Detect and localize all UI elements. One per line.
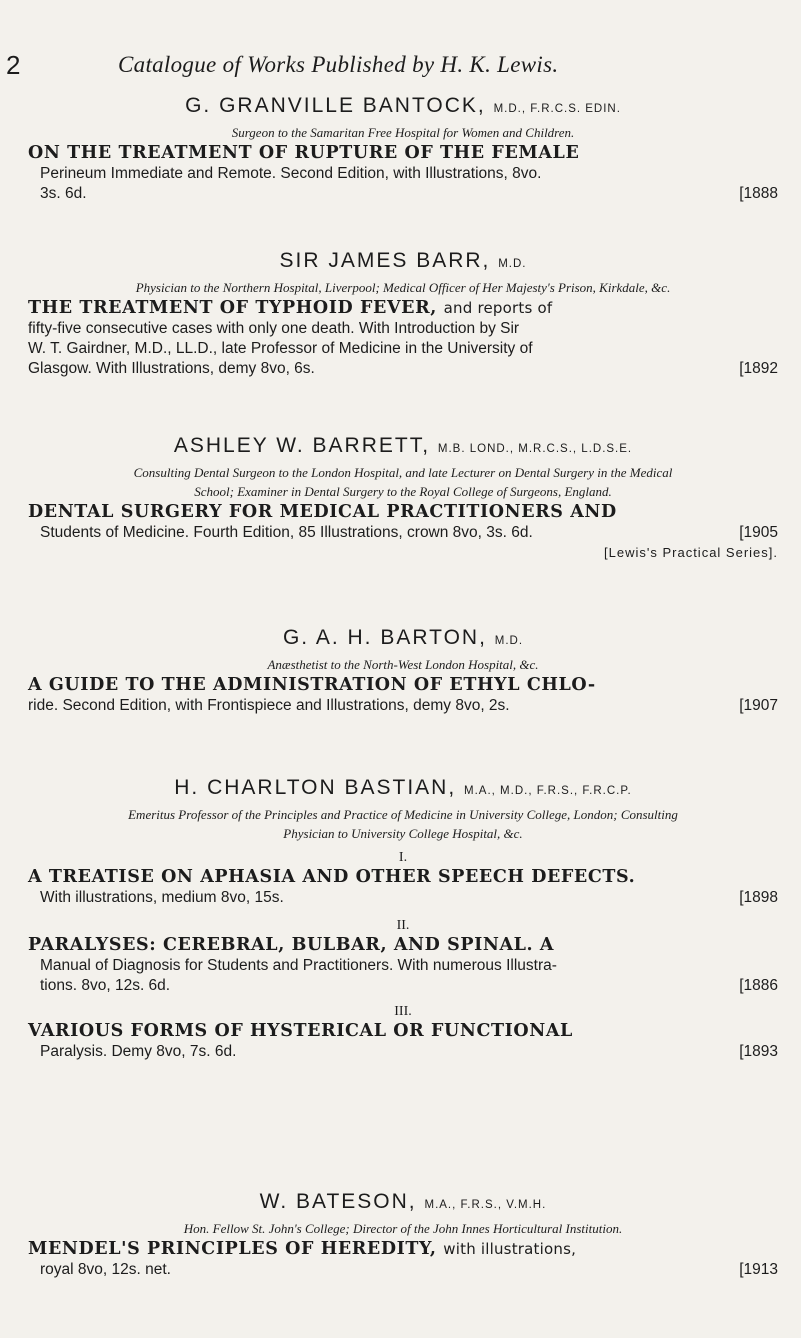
publication-year: [1905 bbox=[739, 524, 778, 541]
author-description: Physician to University College Hospital, &c. bbox=[283, 826, 523, 841]
author-degrees: M.B. LOND., M.R.C.S., L.D.S.E. bbox=[437, 443, 633, 455]
author-name: W. BATESON, M.A., F.R.S., V.M.H. bbox=[259, 1190, 547, 1213]
book-title: ON THE TREATMENT OF RUPTURE OF THE FEMALE bbox=[28, 143, 580, 163]
publication-year: [1888 bbox=[739, 185, 778, 202]
author-description: Physician to the Northern Hospital, Liverpool; Medical Officer of Her Majesty's Prison, Kirkdale, &c. bbox=[135, 280, 671, 295]
author-description: Surgeon to the Samaritan Free Hospital for Women and Children. bbox=[231, 125, 575, 140]
book-details: W. T. Gairdner, M.D., LL.D., late Professor of Medicine in the University of bbox=[28, 340, 533, 357]
author-degrees: M.A., M.D., F.R.S., F.R.C.P. bbox=[464, 785, 632, 797]
author-degrees: M.D. bbox=[498, 258, 527, 270]
author-description: Emeritus Professor of the Principles and Practice of Medicine in University College, London; Consulting bbox=[128, 807, 678, 822]
work-numeral: I. bbox=[398, 850, 408, 865]
work-numeral: II. bbox=[396, 918, 410, 933]
author-name: SIR JAMES BARR, M.D. bbox=[279, 249, 527, 272]
entry-bantock bbox=[28, 92, 778, 204]
entry-barton bbox=[28, 624, 778, 716]
entry-bateson bbox=[28, 1188, 778, 1280]
author-description: Anæsthetist to the North-West London Hospital, &c. bbox=[267, 657, 539, 672]
book-title-tail: with illustrations, bbox=[443, 1240, 577, 1258]
publication-year: [1898 bbox=[739, 889, 778, 906]
publication-year: [1893 bbox=[739, 1043, 778, 1060]
page-title: Catalogue of Works Published by H. K. Lewis. bbox=[118, 52, 559, 77]
running-head bbox=[0, 50, 801, 80]
publication-year: [1886 bbox=[739, 977, 778, 994]
series-name: [Lewis's Practical Series]. bbox=[604, 545, 778, 560]
author-name: G. A. H. BARTON, M.D. bbox=[282, 626, 524, 649]
book-details: Students of Medicine. Fourth Edition, 85 Illustrations, crown 8vo, 3s. 6d. [1905 bbox=[40, 524, 778, 541]
author-description: School; Examiner in Dental Surgery to the Royal College of Surgeons, England. bbox=[194, 484, 612, 499]
book-details: Glasgow. With Illustrations, demy 8vo, 6s. [1892 bbox=[28, 360, 778, 377]
book-details: tions. 8vo, 12s. 6d. [1886 bbox=[40, 977, 778, 994]
publication-year: [1913 bbox=[739, 1261, 778, 1278]
author-name: G. GRANVILLE BANTOCK, M.D., F.R.C.S. EDIN. bbox=[185, 94, 621, 117]
entry-bastian bbox=[28, 774, 778, 1062]
work-numeral: III. bbox=[394, 1004, 412, 1019]
author-degrees: M.D., F.R.C.S. EDIN. bbox=[493, 103, 621, 115]
author-degrees: M.D. bbox=[494, 635, 524, 647]
book-title: DENTAL SURGERY FOR MEDICAL PRACTITIONERS AND bbox=[28, 502, 617, 522]
book-title: A GUIDE TO THE ADMINISTRATION OF ETHYL CHLO- bbox=[28, 675, 596, 695]
book-details: ride. Second Edition, with Frontispiece and Illustrations, demy 8vo, 2s. [1907 bbox=[28, 697, 778, 714]
entry-barr bbox=[28, 247, 778, 379]
author-name: H. CHARLTON BASTIAN, M.A., M.D., F.R.S., F.R.C.P. bbox=[174, 776, 632, 799]
book-price-line bbox=[28, 184, 778, 204]
book-title-tail: and reports of bbox=[443, 299, 553, 317]
book-details: fifty-five consecutive cases with only one death. With Introduction by Sir bbox=[28, 320, 520, 337]
book-title: PARALYSES: CEREBRAL, BULBAR, AND SPINAL. A bbox=[28, 935, 555, 955]
publication-year: [1907 bbox=[739, 697, 778, 714]
book-details: Manual of Diagnosis for Students and Practitioners. With numerous Illustra- bbox=[40, 957, 557, 974]
author-description: Hon. Fellow St. John's College; Director of the John Innes Horticultural Institution. bbox=[183, 1221, 623, 1236]
publication-year: [1892 bbox=[739, 360, 778, 377]
author-description: Consulting Dental Surgeon to the London Hospital, and late Lecturer on Dental Surgery in the Medical bbox=[133, 465, 673, 480]
book-price: 3s. 6d. bbox=[40, 185, 87, 202]
book-details: Perineum Immediate and Remote. Second Edition, with Illustrations, 8vo. bbox=[40, 165, 542, 182]
book-details: royal 8vo, 12s. net. [1913 bbox=[40, 1261, 778, 1278]
author-name: ASHLEY W. BARRETT, M.B. LOND., M.R.C.S., L.D.S.E. bbox=[173, 434, 633, 457]
book-title: THE TREATMENT OF TYPHOID FEVER, and reports of bbox=[28, 298, 553, 318]
book-title: VARIOUS FORMS OF HYSTERICAL OR FUNCTIONAL bbox=[28, 1021, 573, 1041]
book-details: With illustrations, medium 8vo, 15s. [1898 bbox=[40, 889, 778, 906]
book-details: Paralysis. Demy 8vo, 7s. 6d. [1893 bbox=[40, 1043, 778, 1060]
page-number: 2 bbox=[6, 50, 21, 80]
author-degrees: M.A., F.R.S., V.M.H. bbox=[424, 1199, 547, 1211]
book-title: A TREATISE ON APHASIA AND OTHER SPEECH DEFECTS. bbox=[28, 867, 636, 887]
entry-barrett bbox=[28, 432, 778, 560]
book-title: MENDEL'S PRINCIPLES OF HEREDITY, with illustrations, bbox=[28, 1239, 577, 1259]
